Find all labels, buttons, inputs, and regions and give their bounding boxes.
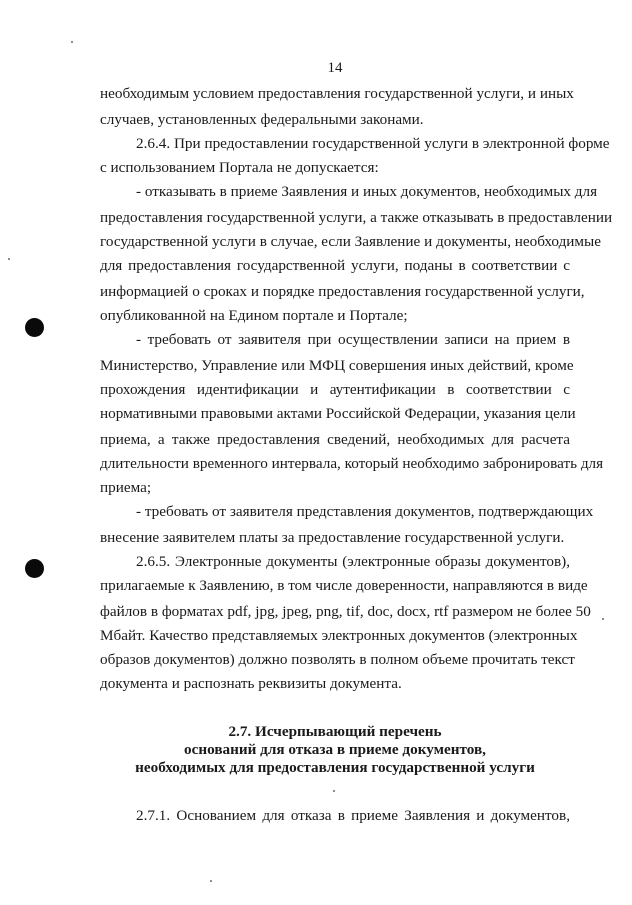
text-line: необходимым условием предоставления государственной услуги, и иных [100, 85, 574, 102]
text-line: приема, а также предоставления сведений, необходимых для расчета [100, 431, 570, 448]
text-line: 2.6.5. Электронные документы (электронные образы документов), [136, 553, 570, 570]
text-line: приема; [100, 479, 152, 496]
text-line: случаев, установленных федеральными законами. [100, 111, 424, 128]
punch-hole [25, 559, 44, 578]
text-line: предоставления государственной услуги, а также отказывать в предоставлении [100, 209, 613, 226]
text-line: внесение заявителем платы за предоставление государственной услуги. [100, 529, 565, 546]
text-line: Мбайт. Качество представляемых электронных документов (электронных [100, 627, 578, 644]
section-heading-line: необходимых для предоставления государственной услуги [135, 759, 535, 776]
text-line: - отказывать в приеме Заявления и иных документов, необходимых для [136, 183, 598, 200]
section-heading-line: оснований для отказа в приеме документов, [184, 741, 486, 758]
text-line: информацией о сроках и порядке предоставления государственной услуги, [100, 283, 585, 300]
scan-speck [210, 880, 212, 882]
text-line: образов документов) должно позволять в полном объеме прочитать текст [100, 651, 575, 668]
text-line: документа и распознать реквизиты документа. [100, 675, 402, 692]
text-line: с использованием Портала не допускается: [100, 159, 379, 176]
text-line: прилагаемые к Заявлению, в том числе доверенности, направляются в виде [100, 577, 588, 594]
text-line: - требовать от заявителя представления документов, подтверждающих [136, 503, 594, 520]
text-line: нормативными правовыми актами Российской Федерации, указания цели [100, 405, 576, 422]
text-line: файлов в форматах pdf, jpg, jpeg, png, tif, doc, docx, rtf размером не более 50 [100, 603, 591, 620]
punch-hole [25, 318, 44, 337]
text-line: - требовать от заявителя при осуществлении записи на прием в [136, 331, 570, 348]
scan-speck [333, 790, 335, 792]
scan-speck [8, 258, 10, 260]
text-line: длительности временного интервала, который необходимо забронировать для [100, 455, 604, 472]
scan-speck [71, 41, 73, 43]
page-number: 14 [327, 60, 343, 76]
text-line: опубликованной на Едином портале и Портале; [100, 307, 408, 324]
section-heading-line: 2.7. Исчерпывающий перечень [228, 723, 442, 740]
text-line: Министерство, Управление или МФЦ совершения иных действий, кроме [100, 357, 574, 374]
text-line: государственной услуги в случае, если Заявление и документы, необходимые [100, 233, 601, 250]
scan-speck [602, 618, 604, 620]
text-line: для предоставления государственной услуги, поданы в соответствии с [100, 257, 570, 274]
text-line: прохождения идентификации и аутентификации в соответствии с [100, 381, 570, 398]
text-line: 2.7.1. Основанием для отказа в приеме Заявления и документов, [136, 807, 570, 824]
text-line: 2.6.4. При предоставлении государственной услуги в электронной форме [136, 135, 610, 152]
